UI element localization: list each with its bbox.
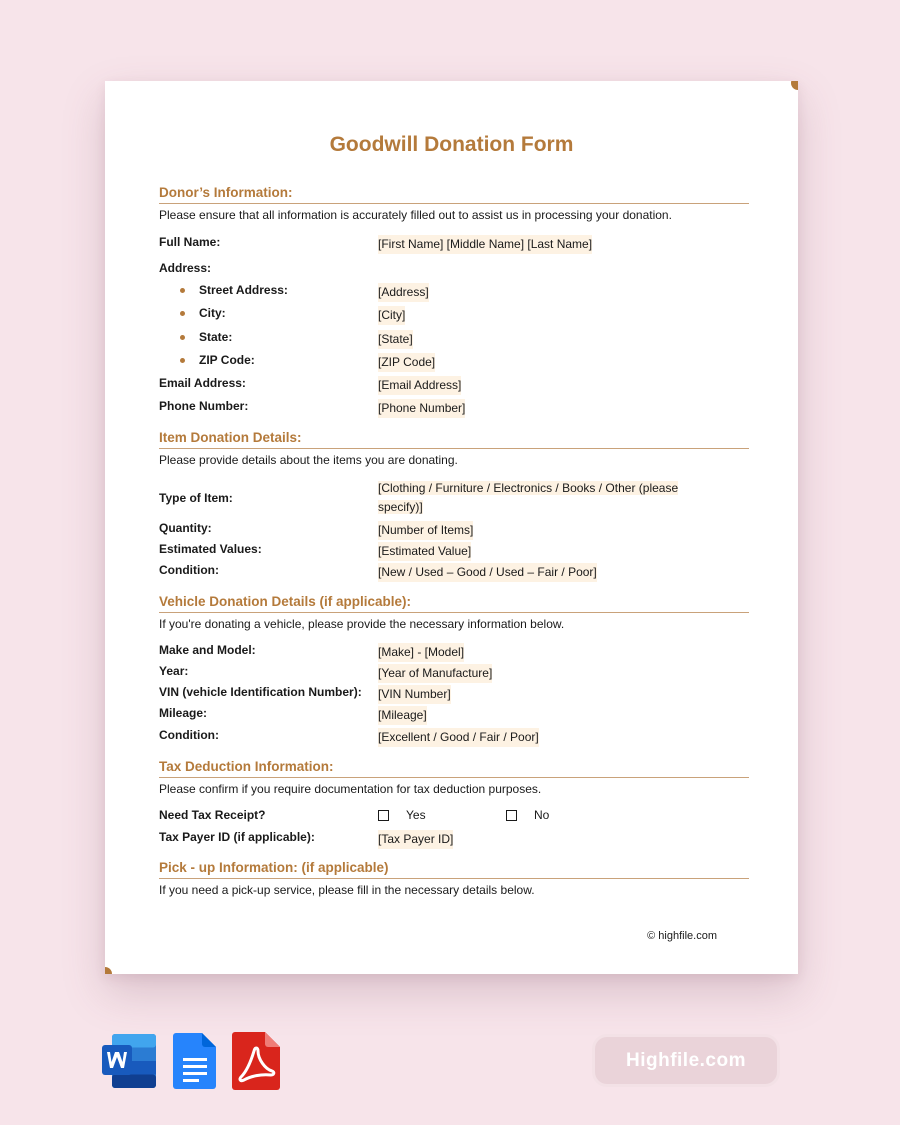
estimated-value-label: Estimated Values: bbox=[159, 542, 262, 556]
year-row bbox=[159, 664, 749, 683]
phone-field[interactable]: [Phone Number] bbox=[378, 399, 465, 418]
state-field[interactable]: [State] bbox=[378, 330, 413, 349]
state-row bbox=[159, 330, 749, 349]
tax-payer-label: Tax Payer ID (if applicable): bbox=[159, 830, 315, 844]
vin-label: VIN (vehicle Identification Number): bbox=[159, 685, 362, 699]
tax-receipt-no-option[interactable] bbox=[506, 808, 549, 822]
tax-payer-field[interactable]: [Tax Payer ID] bbox=[378, 830, 453, 849]
no-checkbox[interactable] bbox=[506, 810, 517, 821]
make-model-field[interactable]: [Make] - [Model] bbox=[378, 643, 464, 662]
quantity-label: Quantity: bbox=[159, 521, 212, 535]
street-row bbox=[159, 283, 749, 302]
address-label: Address: bbox=[159, 261, 212, 275]
vehicle-condition-field[interactable]: [Excellent / Good / Fair / Poor] bbox=[378, 728, 539, 747]
items-section bbox=[159, 430, 749, 467]
tax-receipt-yes-option[interactable] bbox=[378, 808, 506, 822]
items-heading: Item Donation Details: bbox=[159, 430, 749, 449]
yes-checkbox[interactable] bbox=[378, 810, 389, 821]
vehicle-heading: Vehicle Donation Details (if applicable): bbox=[159, 594, 749, 613]
tax-payer-row bbox=[159, 830, 749, 849]
vin-field[interactable]: [VIN Number] bbox=[378, 685, 451, 704]
item-type-row bbox=[159, 479, 749, 517]
word-icon bbox=[100, 1031, 158, 1091]
vehicle-condition-label: Condition: bbox=[159, 728, 219, 742]
make-model-row bbox=[159, 643, 749, 662]
vehicle-condition-row bbox=[159, 728, 749, 747]
mileage-label: Mileage: bbox=[159, 706, 208, 720]
full-name-label: Full Name: bbox=[159, 235, 221, 249]
address-row bbox=[159, 261, 749, 275]
copyright-notice: © highfile.com bbox=[647, 930, 717, 942]
item-condition-field[interactable]: [New / Used – Good / Used – Fair / Poor] bbox=[378, 563, 597, 582]
zip-label: ZIP Code: bbox=[159, 353, 378, 367]
full-name-field[interactable]: [First Name] [Middle Name] [Last Name] bbox=[378, 235, 592, 254]
make-model-label: Make and Model: bbox=[159, 643, 256, 657]
street-label: Street Address: bbox=[159, 283, 378, 297]
email-label: Email Address: bbox=[159, 376, 246, 390]
item-type-label: Type of Item: bbox=[159, 491, 233, 505]
year-label: Year: bbox=[159, 664, 189, 678]
items-description: Please provide details about the items you are donating. bbox=[159, 453, 458, 467]
donor-heading: Donor’s Information: bbox=[159, 185, 749, 204]
item-condition-row bbox=[159, 563, 749, 582]
highfile-brand-badge[interactable]: Highfile.com bbox=[595, 1037, 777, 1084]
item-type-field[interactable] bbox=[378, 479, 708, 517]
vin-row bbox=[159, 685, 749, 704]
pickup-section bbox=[159, 860, 749, 897]
street-field[interactable]: [Address] bbox=[378, 283, 429, 302]
estimated-value-field[interactable]: [Estimated Value] bbox=[378, 542, 471, 561]
google-docs-icon bbox=[172, 1031, 218, 1091]
vehicle-section bbox=[159, 594, 749, 631]
document-title: Goodwill Donation Form bbox=[329, 133, 574, 156]
item-condition-label: Condition: bbox=[159, 563, 219, 577]
email-field[interactable]: [Email Address] bbox=[378, 376, 461, 395]
vehicle-description: If you're donating a vehicle, please provide the necessary information below. bbox=[159, 617, 565, 631]
phone-label: Phone Number: bbox=[159, 399, 249, 413]
corner-decoration bbox=[791, 76, 805, 90]
city-row bbox=[159, 306, 749, 325]
tax-receipt-label: Need Tax Receipt? bbox=[159, 808, 266, 822]
tax-receipt-row bbox=[159, 808, 749, 822]
estimated-value-row bbox=[159, 542, 749, 561]
mileage-row bbox=[159, 706, 749, 725]
state-label: State: bbox=[159, 330, 378, 344]
tax-description: Please confirm if you require documentation for tax deduction purposes. bbox=[159, 782, 542, 796]
mileage-field[interactable]: [Mileage] bbox=[378, 706, 427, 725]
tax-heading: Tax Deduction Information: bbox=[159, 759, 749, 778]
tax-section bbox=[159, 759, 749, 796]
donor-section bbox=[159, 185, 749, 222]
corner-decoration bbox=[98, 967, 112, 981]
donor-description: Please ensure that all information is accurately filled out to assist us in processing your donation. bbox=[159, 208, 672, 222]
no-label: No bbox=[534, 808, 550, 822]
pickup-heading: Pick - up Information: (if applicable) bbox=[159, 860, 749, 879]
zip-field[interactable]: [ZIP Code] bbox=[378, 353, 435, 372]
full-name-row bbox=[159, 235, 749, 254]
pdf-icon bbox=[231, 1031, 281, 1091]
item-type-value: [Clothing / Furniture / Electronics / Books / Other (please specify)] bbox=[378, 481, 679, 514]
city-field[interactable]: [City] bbox=[378, 306, 405, 325]
pickup-description: If you need a pick-up service, please fill in the necessary details below. bbox=[159, 883, 535, 897]
zip-row bbox=[159, 353, 749, 372]
yes-label: Yes bbox=[406, 808, 426, 822]
email-row bbox=[159, 376, 749, 395]
quantity-field[interactable]: [Number of Items] bbox=[378, 521, 473, 540]
document-page bbox=[105, 81, 798, 974]
quantity-row bbox=[159, 521, 749, 540]
year-field[interactable]: [Year of Manufacture] bbox=[378, 664, 492, 683]
phone-row bbox=[159, 399, 749, 418]
city-label: City: bbox=[159, 306, 378, 320]
